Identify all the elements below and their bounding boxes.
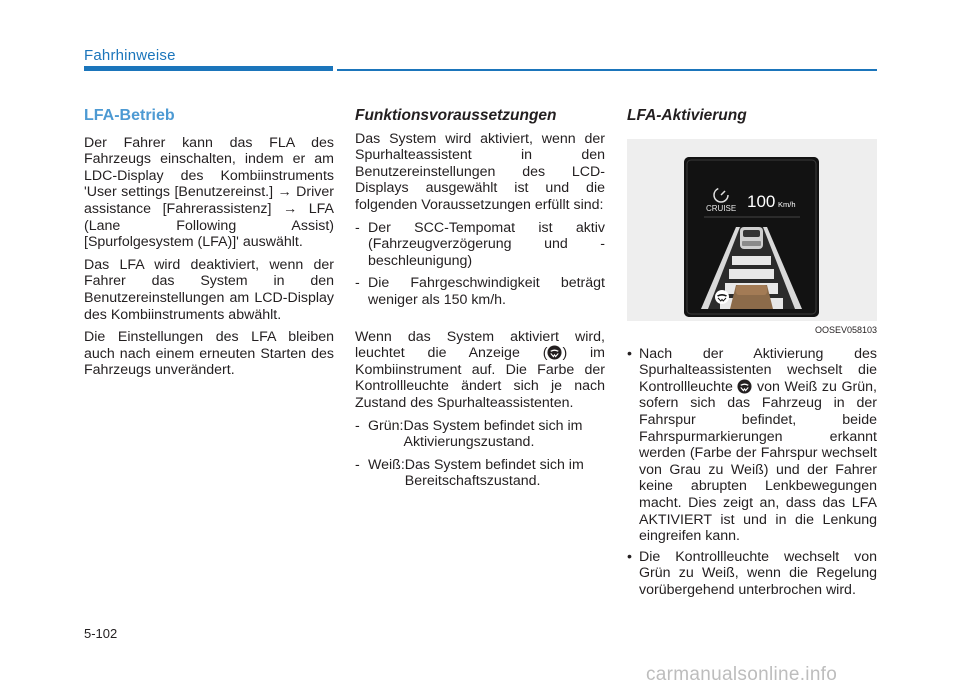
paragraph-part: ) im Kombiinstrument auf. Die Farbe der Kontrollleuchte ändert sich je nach Zustand des Spurhalteassistenten. [355,345,605,411]
lfa-steering-wheel-icon [547,345,562,360]
instrument-cluster-figure [627,139,877,321]
list-item-text: Die Fahrgeschwindigkeit beträgt weniger als 150 km/h. [368,275,605,308]
column-funktionsvoraussetzungen [355,108,605,496]
paragraph-part: Wenn das System aktiviert wird, leuchtet die Anzeige ( [355,328,605,362]
bullet-marker: • [627,345,632,362]
state-label: Weiß: [368,456,405,473]
lfa-indicator-on-display [715,290,729,304]
paragraph-indicator [355,329,605,412]
paragraph: Das System wird aktiviert, wenn der Spurhalteassistent in den Benutzereinstellungen des LCD-Displays ausgewählt ist und die folgenden Voraussetzungen erfüllt sind: [355,130,605,213]
list-item [627,549,877,599]
dash-marker: - [355,219,360,236]
section-title-lfa-aktivierung: LFA-Aktivierung [627,107,747,124]
bullet-marker: • [627,548,632,565]
set-speed-value: 100 [747,191,776,211]
column-lfa-aktivierung [627,108,877,603]
state-label: Grün: [368,417,404,434]
list-item-text: Die Kontrollleuchte wechselt von Grün zu Weiß, wenn die Regelung vorübergehend unterbrochen wird. [639,548,877,598]
text-part: Nach der Aktivierung des Spurhalteassistenten wechselt die Kontrollleuchte [639,345,877,395]
speed-unit: Km/h [778,199,796,209]
paragraph: Die Einstellungen des LFA bleiben auch nach einem erneuten Starten des Fahrzeugs unverändert. [84,329,334,379]
list-item [355,418,605,451]
section-label: Fahrhinweise [84,47,176,64]
header-rule-thin [337,69,877,71]
list-item-text [639,346,877,545]
cluster-display-illustration [684,157,819,317]
state-text: Das System befindet sich im Bereitschaftszustand. [404,456,584,490]
figure-code: OOSEV058103 [814,324,877,335]
list-item [627,346,877,545]
list-item [355,457,605,490]
paragraph: Das LFA wird deaktiviert, wenn der Fahrer das System in den Benutzereinstellungen am LCD-Display des Kombiinstruments abwählt. [84,256,334,323]
list-item [355,220,605,270]
dash-marker: - [355,417,360,434]
header-rule-thick [84,66,333,71]
text-part: von Weiß zu Grün, sofern sich das Fahrzeug in der Fahrspur befindet, beide Fahrspurmarkierungen erkannt werden (Farbe der Fahrspur wechselt von Grau zu Weiß) und der Fahrer keine abrupten Lenkbewegungen macht. Dies zeigt an, dass das LFA AKTIVIERT ist und in die Lenkung eingreifen kann. [639,378,877,545]
cruise-label: CRUISE [706,203,737,213]
state-text: Das System befindet sich im Aktivierungszustand. [403,417,583,451]
page-number: 5-102 [84,626,118,641]
dash-marker: - [355,456,360,473]
list-item-text: Der SCC-Tempomat ist aktiv (Fahrzeugverzögerung und -beschleunigung) [368,219,605,269]
column-lfa-betrieb [84,108,334,385]
section-title-lfa-betrieb: LFA-Betrieb [84,107,175,124]
dash-marker: - [355,275,360,292]
section-title-funktionsvoraussetzungen: Funktionsvoraussetzungen [355,107,557,124]
lfa-steering-wheel-icon [737,379,752,394]
watermark: carmanualsonline.info [646,664,838,685]
paragraph: Der Fahrer kann das FLA des Fahrzeugs einschalten, indem er am LDC-Display des Kombiinstruments 'User settings [Benutzereinst.] → Driver assistance [Fahrerassistenz] → LFA (Lane Following Assist) [Spurfolgesystem (LFA)]' auswählt. [84,134,334,251]
list-item [355,275,605,308]
